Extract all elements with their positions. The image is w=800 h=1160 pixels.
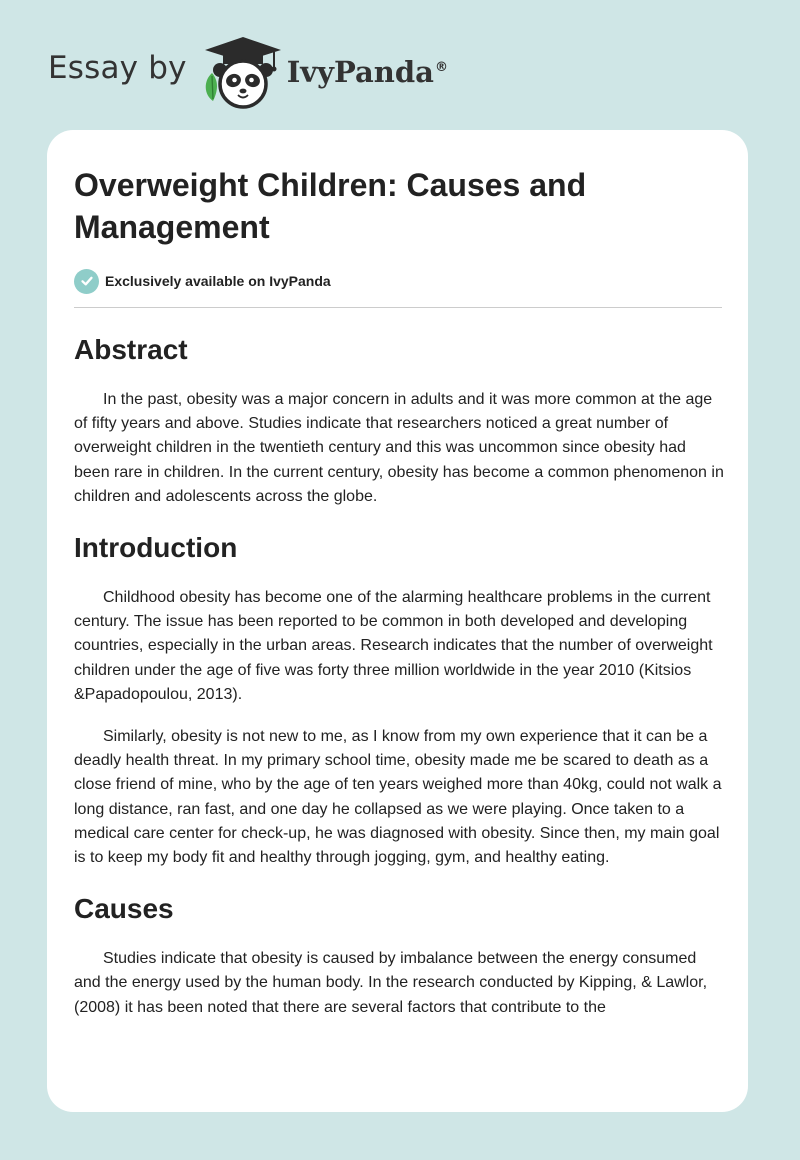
paragraph: Similarly, obesity is not new to me, as I know from my own experience that it can be a deadly health threat. In my primary school time, obesity made me be scared to death as a close friend of mine, who by the age of ten years weighed more than 40kg, could not walk a long distance, ran fast, and one day he collapsed as we were playing. Once taken to a medical care center for check-up, he was diagnosed with obesity. Since then, my main goal is to keep my body fit and healthy through jogging, gym, and healthy eating. xyxy=(74,728,722,867)
essay-title: Overweight Children: Causes and Management xyxy=(74,167,587,245)
exclusive-label: Exclusively available on IvyPanda xyxy=(105,273,331,289)
section-introduction xyxy=(74,531,722,870)
exclusive-badge xyxy=(74,268,722,294)
section-causes xyxy=(74,892,722,1020)
panda-graduate-icon[interactable] xyxy=(201,33,285,111)
paragraph: Childhood obesity has become one of the alarming healthcare problems in the current century. The issue has been reported to be common in both developed and developing countries, especially in the urban areas. Research indicates that the number of overweight children under the age of five was forty three million worldwide in the year 2010 (Kitsios &Papadopoulou, 2013). xyxy=(74,589,713,703)
brand-header xyxy=(48,32,448,112)
check-icon xyxy=(74,269,99,294)
section-heading: Abstract xyxy=(74,334,188,365)
paragraph: In the past, obesity was a major concern in adults and it was more common at the age of fifty years and above. Studies indicate that researchers noticed a great number of overweight children in the twentieth century and this was uncommon since obesity had been rare in children. In the current century, obesity has become a common phenomenon in children and adolescents across the globe. xyxy=(74,391,724,505)
brand-prefix: Essay by xyxy=(48,50,187,86)
brand-name[interactable]: IvyPanda® xyxy=(286,55,448,89)
section-abstract xyxy=(74,333,722,509)
paragraph: Studies indicate that obesity is caused by imbalance between the energy consumed and the energy used by the human body. In the research conducted by Kipping, & Lawlor, (2008) it has been noted that there are several factors that contribute to the xyxy=(74,950,708,1016)
essay-card xyxy=(47,130,748,1112)
divider xyxy=(74,307,722,308)
section-heading: Causes xyxy=(74,893,174,925)
section-heading: Introduction xyxy=(74,532,238,564)
